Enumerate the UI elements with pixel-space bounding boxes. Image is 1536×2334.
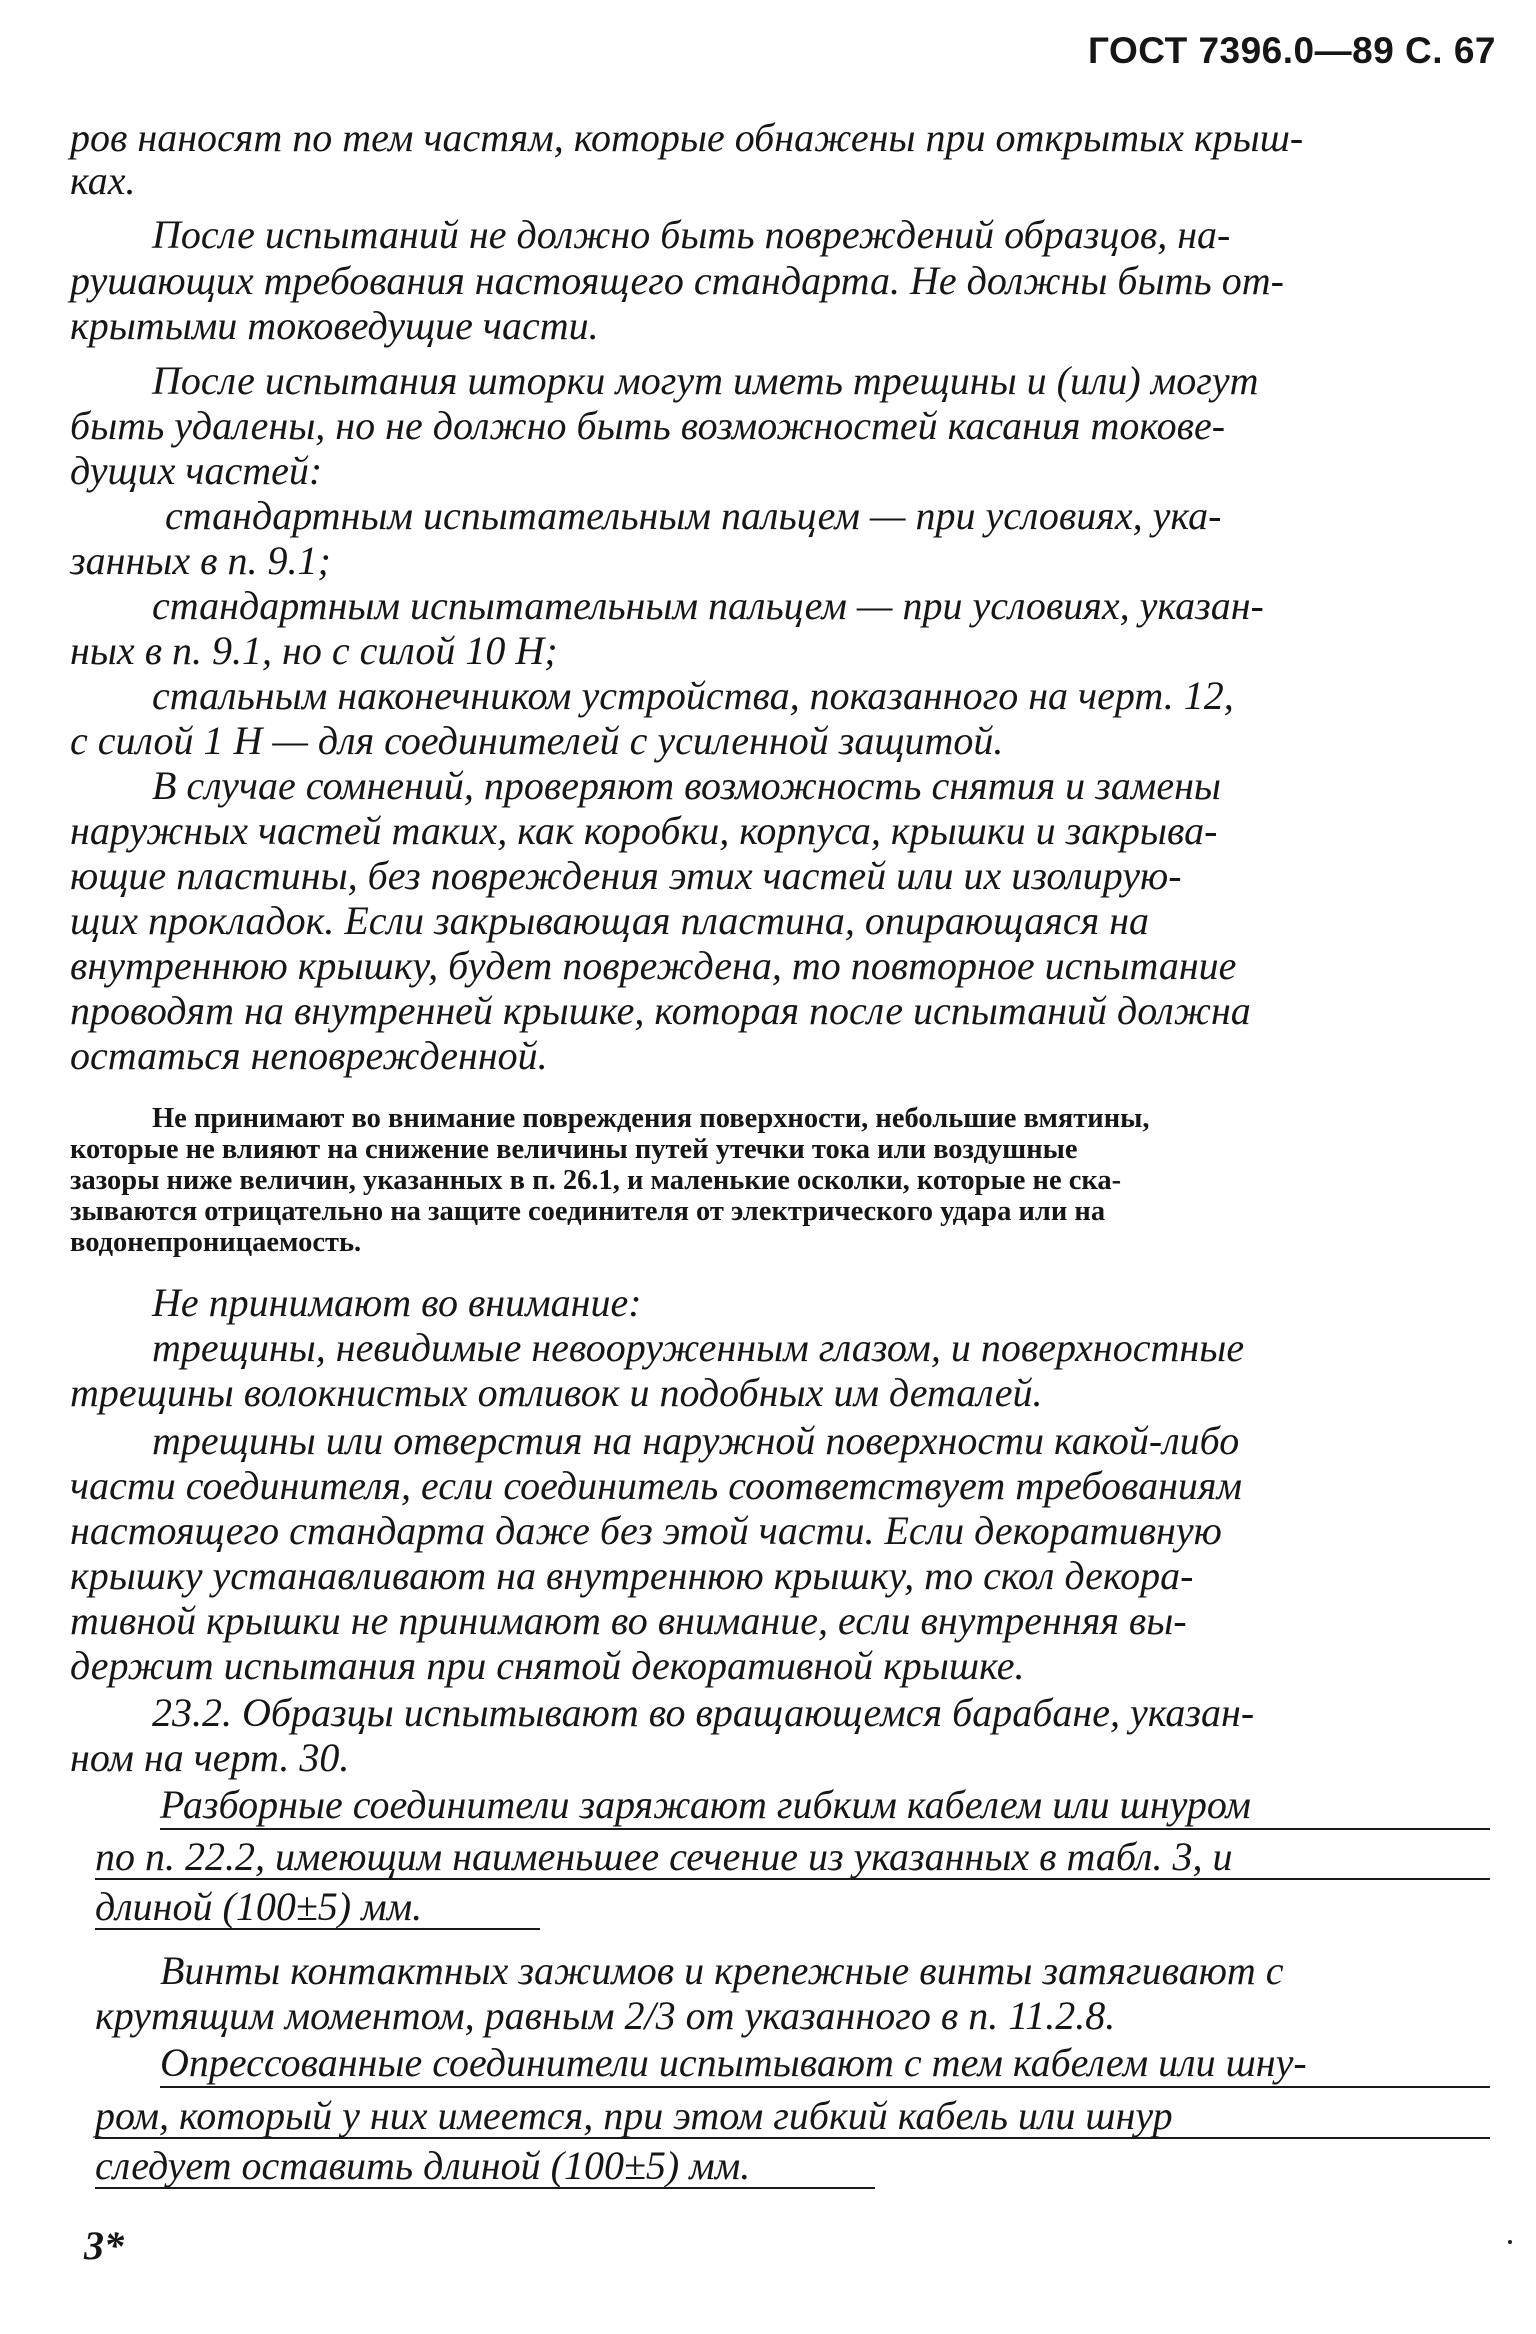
text-line: трещины, невидимые невооруженным глазом, и поверхностные: [152, 1325, 1245, 1370]
text-line: внутреннюю крышку, будет повреждена, то повторное испытание: [70, 943, 1237, 988]
note-line: Не принимают во внимание повреждения поверхности, небольшие вмятины,: [152, 1103, 1150, 1134]
text-line: После испытаний не должно быть повреждений образцов, на-: [152, 212, 1231, 257]
text-line: ров наносят по тем частям, которые обнажены при открытых крыш-: [70, 115, 1304, 160]
page-header: ГОСТ 7396.0—89 С. 67: [1088, 30, 1496, 71]
text-line: остаться неповрежденной.: [70, 1033, 548, 1078]
text-line: трещины волокнистых отливок и подобных им деталей.: [70, 1370, 1043, 1415]
underline-rule: [160, 1828, 1490, 1830]
text-line: стальным наконечником устройства, показанного на черт. 12,: [152, 673, 1234, 718]
text-line: Не принимают во внимание:: [152, 1280, 642, 1325]
text-line: крутящим моментом, равным 2/3 от указанного в п. 11.2.8.: [95, 1993, 1116, 2038]
page-signature: 3*: [84, 2223, 124, 2268]
text-line: трещины или отверстия на наружной поверхности какой-либо: [152, 1418, 1240, 1463]
text-line: настоящего стандарта даже без этой части. Если декоративную: [70, 1508, 1222, 1553]
text-line: следует оставить длиной (100±5) мм.: [95, 2143, 751, 2188]
text-line: щих прокладок. Если закрывающая пластина, опирающаяся на: [70, 898, 1150, 943]
speck-mark: [1508, 2240, 1512, 2244]
text-line: крытыми токоведущие части.: [70, 303, 599, 348]
text-line: ром, который у них имеется, при этом гибкий кабель или шнур: [95, 2093, 1173, 2138]
text-line: После испытания шторки могут иметь трещины и (или) могут: [152, 358, 1259, 403]
note-line: которые не влияют на снижение величины путей утечки тока или воздушные: [70, 1134, 1078, 1165]
text-line: рушающих требования настоящего стандарта. Не должны быть от-: [70, 258, 1284, 303]
underline-rule: [160, 2086, 1490, 2088]
underline-rule: [95, 2137, 1490, 2139]
underline-rule: [95, 2187, 875, 2189]
text-line: стандартным испытательным пальцем — при условиях, ука-: [165, 493, 1222, 538]
text-line: по п. 22.2, имеющим наименьшее сечение из указанных в табл. 3, и: [95, 1834, 1233, 1879]
note-line: зываются отрицательно на защите соединителя от электрического удара или на: [70, 1196, 1106, 1227]
text-line: ных в п. 9.1, но с силой 10 Н;: [70, 628, 558, 673]
underline-rule: [95, 1878, 1490, 1880]
text-line: наружных частей таких, как коробки, корпуса, крышки и закрыва-: [70, 808, 1218, 853]
text-line: тивной крышки не принимают во внимание, если внутренняя вы-: [70, 1598, 1187, 1643]
text-line: Разборные соединители заряжают гибким кабелем или шнуром: [160, 1782, 1251, 1827]
text-line: Винты контактных зажимов и крепежные винты затягивают с: [160, 1948, 1284, 1993]
text-line: дущих частей:: [70, 448, 323, 493]
text-line: быть удалены, но не должно быть возможностей касания токове-: [70, 403, 1226, 448]
underline-rule: [95, 1928, 540, 1930]
text-line: ном на черт. 30.: [70, 1735, 350, 1780]
text-line: с силой 1 Н — для соединителей с усиленной защитой.: [70, 718, 1004, 763]
text-line: длиной (100±5) мм.: [95, 1884, 423, 1929]
text-line: 23.2. Образцы испытывают во вращающемся барабане, указан-: [152, 1690, 1255, 1735]
note-line: водонепроницаемость.: [70, 1227, 362, 1258]
text-line: ющие пластины, без повреждения этих частей или их изолирую-: [70, 853, 1182, 898]
note-line: зазоры ниже величин, указанных в п. 26.1, и маленькие осколки, которые не ска-: [70, 1165, 1122, 1196]
text-line: проводят на внутренней крышке, которая после испытаний должна: [70, 988, 1251, 1033]
text-line: части соединителя, если соединитель соответствует требованиям: [70, 1463, 1243, 1508]
text-line: ках.: [70, 158, 136, 203]
text-line: держит испытания при снятой декоративной крышке.: [70, 1643, 1025, 1688]
text-line: Опрессованные соединители испытывают с тем кабелем или шну-: [160, 2040, 1307, 2085]
text-line: занных в п. 9.1;: [70, 538, 331, 583]
text-line: стандартным испытательным пальцем — при условиях, указан-: [152, 583, 1264, 628]
text-line: крышку устанавливают на внутреннюю крышку, то скол декора-: [70, 1553, 1194, 1598]
text-line: В случае сомнений, проверяют возможность снятия и замены: [152, 763, 1222, 808]
